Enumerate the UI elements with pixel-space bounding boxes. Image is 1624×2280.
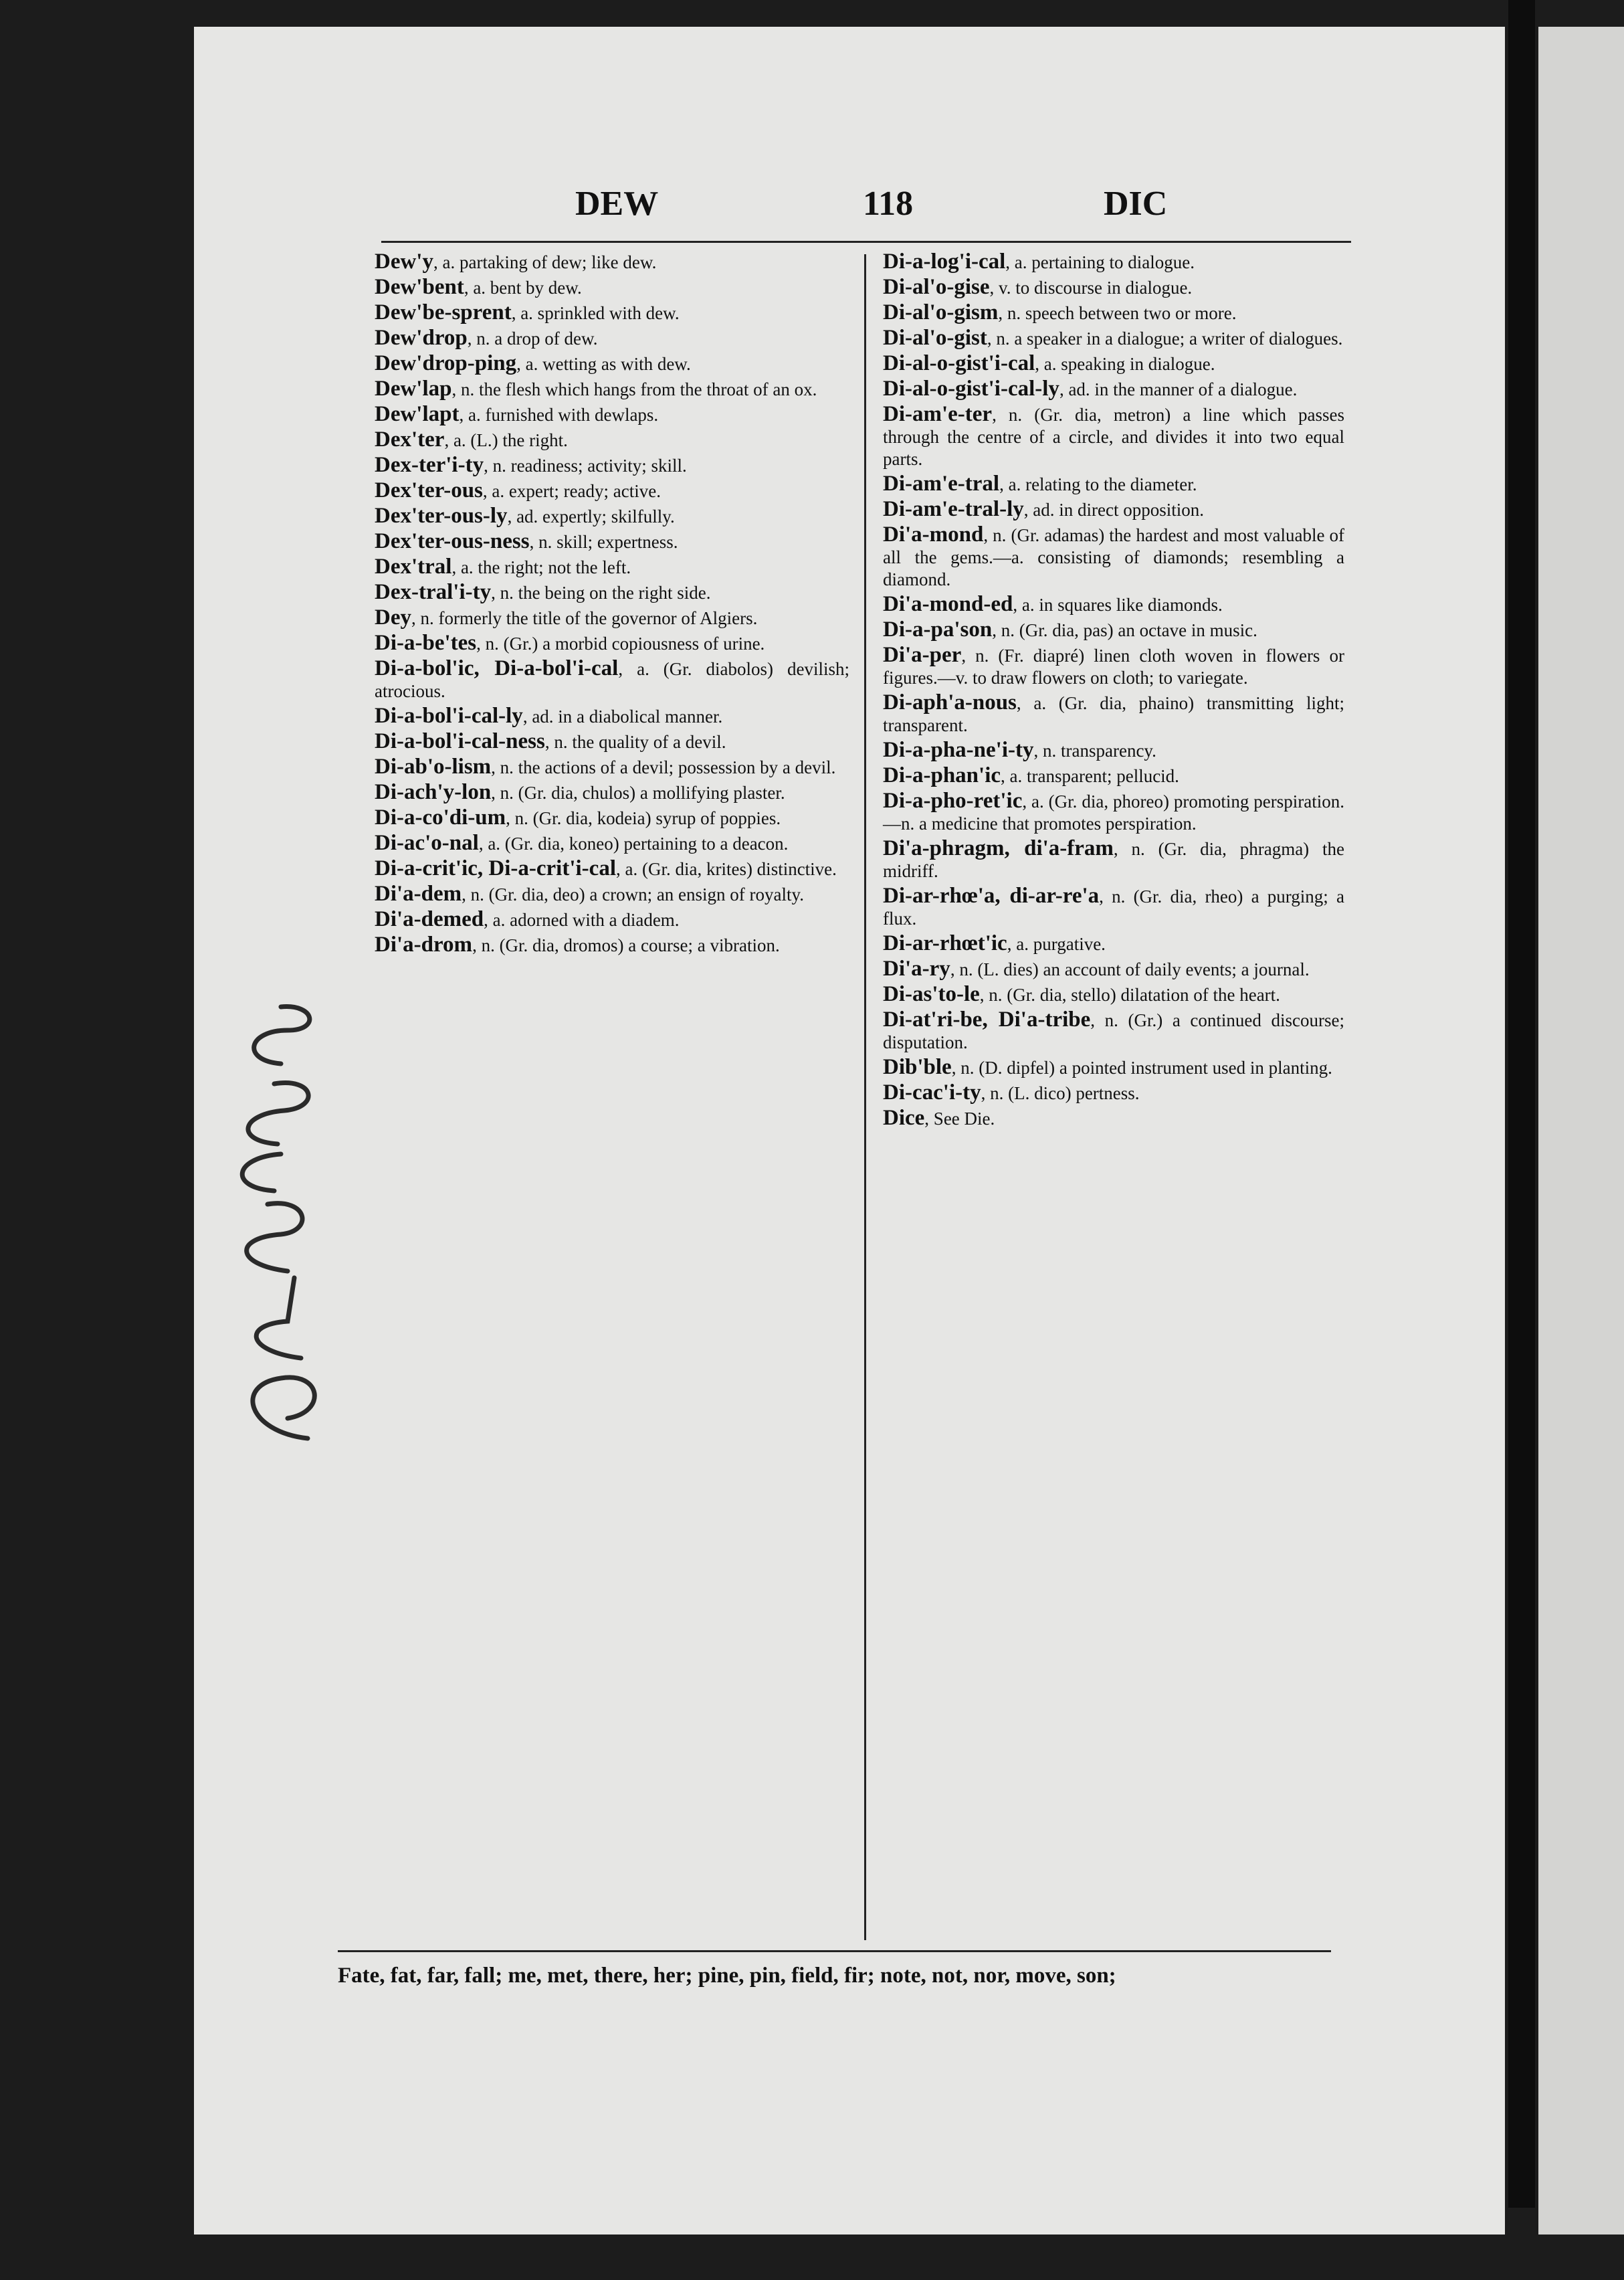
entry-definition: n. (L. dico) pertness. [990, 1083, 1140, 1103]
pronunciation-key: Fate, fat, far, fall; me, met, there, her; pine, pin, field, fir; note, not, nor, move, son; [338, 1964, 1116, 1988]
entry-definition: a. furnished with dewlaps. [468, 405, 659, 425]
entry-definition: n. the quality of a devil. [554, 732, 726, 752]
entry-headword: Di-a-bol'i-cal-ly [375, 704, 523, 728]
entry-definition: a. (Gr. dia, koneo) pertaining to a deacon. [488, 834, 789, 854]
dictionary-entry: Di'a-per, n. (Fr. diapré) linen cloth woven in flowers or figures.—v. to draw flowers on cloth; to variegate. [883, 643, 1344, 688]
dictionary-entry: Di-cac'i-ty, n. (L. dico) pertness. [883, 1080, 1140, 1105]
entry-definition: n. (Gr. dia, phragma) the midriff. [883, 839, 1344, 881]
entry-definition: n. a drop of dew. [476, 328, 598, 349]
entry-headword: Di-am'e-ter [883, 402, 993, 426]
dictionary-entry: Di-ab'o-lism, n. the actions of a devil; possession by a devil. [375, 755, 836, 779]
entry-definition: n. formerly the title of the governor of Algiers. [420, 608, 758, 628]
entry-headword: Di'a-mond [883, 522, 984, 547]
dictionary-entry: Di-a-bol'ic, Di-a-bol'i-cal, a. (Gr. diabolos) devilish; atrocious. [375, 656, 849, 701]
entry-definition: n. (Gr. dia, kodeia) syrup of poppies. [514, 808, 781, 828]
entry-headword: Di'a-demed [375, 907, 484, 931]
dictionary-entry: Di'a-ry, n. (L. dies) an account of daily events; a journal. [883, 957, 1310, 981]
header-rule [381, 241, 1351, 243]
entry-headword: Di-at'ri-be, Di'a-tribe [883, 1008, 1091, 1032]
dictionary-entry: Dew'drop, n. a drop of dew. [375, 326, 598, 350]
entry-headword: Dew'drop-ping [375, 351, 517, 375]
entry-definition: v. to discourse in dialogue. [998, 278, 1193, 298]
page-number: 118 [863, 185, 914, 223]
dictionary-entry: Di-al'o-gise, v. to discourse in dialogue. [883, 275, 1193, 299]
dictionary-entry: Di-a-log'i-cal, a. pertaining to dialogue. [883, 250, 1195, 274]
left-guide-word: DEW [575, 185, 659, 223]
entry-definition: n. (Gr. dia, metron) a line which passes through the centre of a circle, and divides it into two equal parts. [883, 405, 1345, 469]
entry-definition: a. speaking in dialogue. [1043, 354, 1215, 374]
dictionary-entry: Dex-tral'i-ty, n. the being on the right side. [375, 580, 711, 604]
entry-headword: Di-am'e-tral-ly [883, 497, 1024, 521]
footer-rule [338, 1950, 1331, 1952]
book-spine-shadow [1508, 0, 1535, 2208]
dictionary-entry: Di-a-pa'son, n. (Gr. dia, pas) an octave in music. [883, 618, 1257, 642]
entry-definition: n. (Gr. adamas) the hardest and most valuable of all the gems.—a. consisting of diamonds; resembling a diamond. [883, 525, 1344, 589]
entry-definition: n. readiness; activity; skill. [492, 456, 687, 476]
entry-headword: Dew'be-sprent [375, 300, 512, 324]
dictionary-entry: Di-a-pho-ret'ic, a. (Gr. dia, phoreo) promoting perspiration.—n. a medicine that promotes perspiration. [883, 789, 1344, 834]
dictionary-entry: Di-ach'y-lon, n. (Gr. dia, chulos) a mollifying plaster. [375, 780, 785, 804]
entry-headword: Dex-ter'i-ty [375, 453, 484, 477]
entry-headword: Di-a-be'tes [375, 631, 477, 655]
dictionary-entry: Di-a-bol'i-cal-ness, n. the quality of a devil. [375, 729, 726, 753]
entry-definition: ad. in direct opposition. [1033, 500, 1204, 520]
dictionary-entry: Di-a-crit'ic, Di-a-crit'i-cal, a. (Gr. dia, krites) distinctive. [375, 856, 837, 880]
dictionary-entry: Dex-ter'i-ty, n. readiness; activity; skill. [375, 453, 687, 477]
entry-headword: Dew'lap [375, 377, 452, 401]
dictionary-entry: Di-aph'a-nous, a. (Gr. dia, phaino) transmitting light; transparent. [883, 690, 1345, 735]
entry-headword: Di-a-pho-ret'ic [883, 789, 1023, 813]
entry-definition: n. (D. dipfel) a pointed instrument used in planting. [960, 1058, 1332, 1078]
entry-definition: a. in squares like diamonds. [1021, 595, 1223, 615]
entry-headword: Dey [375, 605, 411, 630]
entry-headword: Di-a-pha-ne'i-ty [883, 738, 1034, 762]
dictionary-entry: Di-am'e-tral-ly, ad. in direct opposition. [883, 497, 1204, 521]
entry-headword: Di-al'o-gism [883, 300, 999, 324]
dictionary-entry: Di-a-co'di-um, n. (Gr. dia, kodeia) syrup of poppies. [375, 805, 781, 830]
dictionary-entry: Dew'be-sprent, a. sprinkled with dew. [375, 300, 680, 324]
entry-definition: n. the flesh which hangs from the throat of an ox. [461, 379, 817, 399]
dictionary-entry: Di-a-be'tes, n. (Gr.) a morbid copiousness of urine. [375, 631, 765, 655]
entry-definition: n. the being on the right side. [500, 583, 711, 603]
entry-headword: Dex'ter-ous-ly [375, 504, 508, 528]
dictionary-entry: Di-a-bol'i-cal-ly, ad. in a diabolical manner. [375, 704, 723, 728]
entry-definition: ad. in a diabolical manner. [532, 706, 723, 727]
entry-definition: a. partaking of dew; like dew. [442, 252, 657, 272]
entry-headword: Di'a-dem [375, 882, 462, 906]
entry-headword: Dew'bent [375, 275, 464, 299]
entry-headword: Dex'ter [375, 428, 445, 452]
entry-definition: n. (Gr. dia, dromos) a course; a vibration. [481, 935, 780, 955]
dictionary-entry: Di-am'e-tral, a. relating to the diameter. [883, 472, 1197, 496]
entry-headword: Di'a-mond-ed [883, 592, 1013, 616]
entry-headword: Di'a-phragm, di'a-fram [883, 836, 1114, 860]
dictionary-entry: Di-a-phan'ic, a. transparent; pellucid. [883, 763, 1179, 787]
entry-headword: Dib'ble [883, 1055, 952, 1079]
entry-definition: a. pertaining to dialogue. [1014, 252, 1195, 272]
entry-headword: Di-ab'o-lism [375, 755, 492, 779]
dictionary-entry: Di-a-pha-ne'i-ty, n. transparency. [883, 738, 1156, 762]
entry-definition: a. adorned with a diadem. [492, 910, 680, 930]
entry-headword: Di-ar-rhœ'a, di-ar-re'a [883, 884, 1100, 908]
entry-headword: Di-al'o-gise [883, 275, 990, 299]
right-guide-word: DIC [1104, 185, 1168, 223]
dictionary-entry: Dey, n. formerly the title of the governor of Algiers. [375, 605, 758, 630]
dictionary-entry: Dew'drop-ping, a. wetting as with dew. [375, 351, 691, 375]
entry-headword: Di'a-per [883, 643, 962, 667]
entry-definition: See Die. [933, 1109, 995, 1129]
entry-headword: Di-aph'a-nous [883, 690, 1017, 715]
entry-definition: n. (Gr.) a continued discourse; disputation. [883, 1010, 1344, 1052]
dictionary-entry: Dew'bent, a. bent by dew. [375, 275, 582, 299]
entry-headword: Di-ac'o-nal [375, 831, 479, 855]
dictionary-entry: Di'a-drom, n. (Gr. dia, dromos) a course; a vibration. [375, 933, 780, 957]
dictionary-entry: Di-ac'o-nal, a. (Gr. dia, koneo) pertaining to a deacon. [375, 831, 789, 855]
entry-headword: Dex'ter-ous [375, 478, 483, 502]
entry-definition: a. relating to the diameter. [1008, 474, 1197, 494]
dictionary-entry: Di-ar-rhœt'ic, a. purgative. [883, 931, 1106, 955]
entry-headword: Dice [883, 1106, 925, 1130]
entry-definition: n. (Fr. diapré) linen cloth woven in flowers or figures.—v. to draw flowers on cloth; to variegate. [883, 646, 1344, 688]
dictionary-entry: Di'a-mond, n. (Gr. adamas) the hardest and most valuable of all the gems.—a. consisting of diamonds; resembling a diamond. [883, 522, 1344, 589]
entry-headword: Di-ar-rhœt'ic [883, 931, 1007, 955]
dictionary-entry: Di-al'o-gism, n. speech between two or more. [883, 300, 1237, 324]
entry-headword: Dex-tral'i-ty [375, 580, 492, 604]
entry-headword: Di-cac'i-ty [883, 1080, 981, 1105]
entry-definition: n. (Gr. dia, stello) dilatation of the heart. [989, 985, 1280, 1005]
entry-definition: n. speech between two or more. [1007, 303, 1237, 323]
entry-definition: n. a speaker in a dialogue; a writer of dialogues. [996, 328, 1343, 349]
entry-definition: ad. expertly; skilfully. [516, 506, 675, 527]
entry-definition: n. skill; expertness. [538, 532, 678, 552]
dictionary-entry: Dex'ter-ous-ly, ad. expertly; skilfully. [375, 504, 675, 528]
left-column [375, 251, 849, 959]
entry-definition: n. (Gr.) a morbid copiousness of urine. [485, 634, 765, 654]
dictionary-entry: Di-at'ri-be, Di'a-tribe, n. (Gr.) a continued discourse; disputation. [883, 1008, 1344, 1052]
adjacent-page-edge [1538, 27, 1624, 2235]
entry-headword: Dew'drop [375, 326, 468, 350]
entry-headword: Di-al'o-gist [883, 326, 987, 350]
dictionary-entry: Di-am'e-ter, n. (Gr. dia, metron) a line which passes through the centre of a circle, and divides it into two equal parts. [883, 402, 1345, 469]
entry-headword: Dew'y [375, 250, 433, 274]
entry-headword: Di-ach'y-lon [375, 780, 492, 804]
entry-definition: a. (Gr. diabolos) devilish; atrocious. [375, 659, 849, 701]
dictionary-entry: Di-as'to-le, n. (Gr. dia, stello) dilatation of the heart. [883, 982, 1280, 1006]
dictionary-entry: Dew'y, a. partaking of dew; like dew. [375, 250, 657, 274]
dictionary-entry: Di'a-mond-ed, a. in squares like diamonds. [883, 592, 1223, 616]
handwritten-annotation [207, 977, 361, 1452]
entry-headword: Dex'tral [375, 555, 452, 579]
entry-definition: a. (Gr. dia, krites) distinctive. [625, 859, 837, 879]
entry-headword: Dex'ter-ous-ness [375, 529, 530, 553]
entry-headword: Di'a-ry [883, 957, 950, 981]
dictionary-entry: Dex'ter-ous, a. expert; ready; active. [375, 478, 662, 502]
dictionary-entry: Di-al-o-gist'i-cal-ly, ad. in the manner of a dialogue. [883, 377, 1298, 401]
dictionary-entry: Dew'lap, n. the flesh which hangs from the throat of an ox. [375, 377, 817, 401]
entry-headword: Di'a-drom [375, 933, 473, 957]
dictionary-entry: Di-al'o-gist, n. a speaker in a dialogue; a writer of dialogues. [883, 326, 1343, 350]
entry-definition: a. (Gr. dia, phaino) transmitting light; transparent. [883, 693, 1345, 735]
dictionary-entry: Dex'ter-ous-ness, n. skill; expertness. [375, 529, 678, 553]
dictionary-entry: Dice, See Die. [883, 1106, 995, 1130]
entry-definition: n. (Gr. dia, pas) an octave in music. [1001, 620, 1257, 640]
dictionary-entry: Di'a-dem, n. (Gr. dia, deo) a crown; an ensign of royalty. [375, 882, 805, 906]
entry-headword: Dew'lapt [375, 402, 460, 426]
entry-headword: Di-a-log'i-cal [883, 250, 1006, 274]
entry-definition: a. sprinkled with dew. [520, 303, 680, 323]
entry-definition: n. (Gr. dia, chulos) a mollifying plaster. [500, 783, 785, 803]
entry-headword: Di-al-o-gist'i-cal-ly [883, 377, 1059, 401]
entry-headword: Di-a-crit'ic, Di-a-crit'i-cal [375, 856, 616, 880]
entry-definition: n. (Gr. dia, rheo) a purging; a flux. [883, 886, 1344, 929]
dictionary-entry: Di'a-demed, a. adorned with a diadem. [375, 907, 680, 931]
entry-headword: Di-am'e-tral [883, 472, 1000, 496]
entry-definition: a. bent by dew. [473, 278, 582, 298]
entry-definition: a. the right; not the left. [460, 557, 631, 577]
entry-definition: ad. in the manner of a dialogue. [1068, 379, 1298, 399]
entry-headword: Di-a-pa'son [883, 618, 993, 642]
entry-definition: n. (Gr. dia, deo) a crown; an ensign of royalty. [470, 884, 805, 905]
dictionary-entry: Dex'tral, a. the right; not the left. [375, 555, 631, 579]
entry-definition: a. (Gr. dia, phoreo) promoting perspiration.—n. a medicine that promotes perspiration. [883, 791, 1344, 834]
entry-definition: a. expert; ready; active. [492, 481, 662, 501]
entry-headword: Di-a-phan'ic [883, 763, 1001, 787]
entry-headword: Di-as'to-le [883, 982, 980, 1006]
dictionary-entry: Dib'ble, n. (D. dipfel) a pointed instrument used in planting. [883, 1055, 1332, 1079]
dictionary-entry: Di'a-phragm, di'a-fram, n. (Gr. dia, phragma) the midriff. [883, 836, 1344, 881]
dictionary-entry: Di-ar-rhœ'a, di-ar-re'a, n. (Gr. dia, rheo) a purging; a flux. [883, 884, 1344, 929]
dictionary-entry: Dex'ter, a. (L.) the right. [375, 428, 568, 452]
entry-headword: Di-a-bol'ic, Di-a-bol'i-cal [375, 656, 619, 680]
entry-definition: n. (L. dies) an account of daily events; a journal. [959, 959, 1310, 979]
entry-definition: n. the actions of a devil; possession by a devil. [500, 757, 836, 777]
entry-definition: n. transparency. [1043, 741, 1156, 761]
column-divider [864, 254, 866, 1940]
dictionary-entry: Di-al-o-gist'i-cal, a. speaking in dialogue. [883, 351, 1215, 375]
entry-headword: Di-a-bol'i-cal-ness [375, 729, 545, 753]
entry-definition: a. wetting as with dew. [525, 354, 691, 374]
running-header [354, 171, 1375, 231]
entry-headword: Di-a-co'di-um [375, 805, 506, 830]
entry-definition: a. purgative. [1016, 934, 1106, 954]
entry-headword: Di-al-o-gist'i-cal [883, 351, 1035, 375]
right-column [883, 251, 1344, 1133]
entry-definition: a. transparent; pellucid. [1009, 766, 1179, 786]
entry-definition: a. (L.) the right. [453, 430, 568, 450]
dictionary-entry: Dew'lapt, a. furnished with dewlaps. [375, 402, 659, 426]
